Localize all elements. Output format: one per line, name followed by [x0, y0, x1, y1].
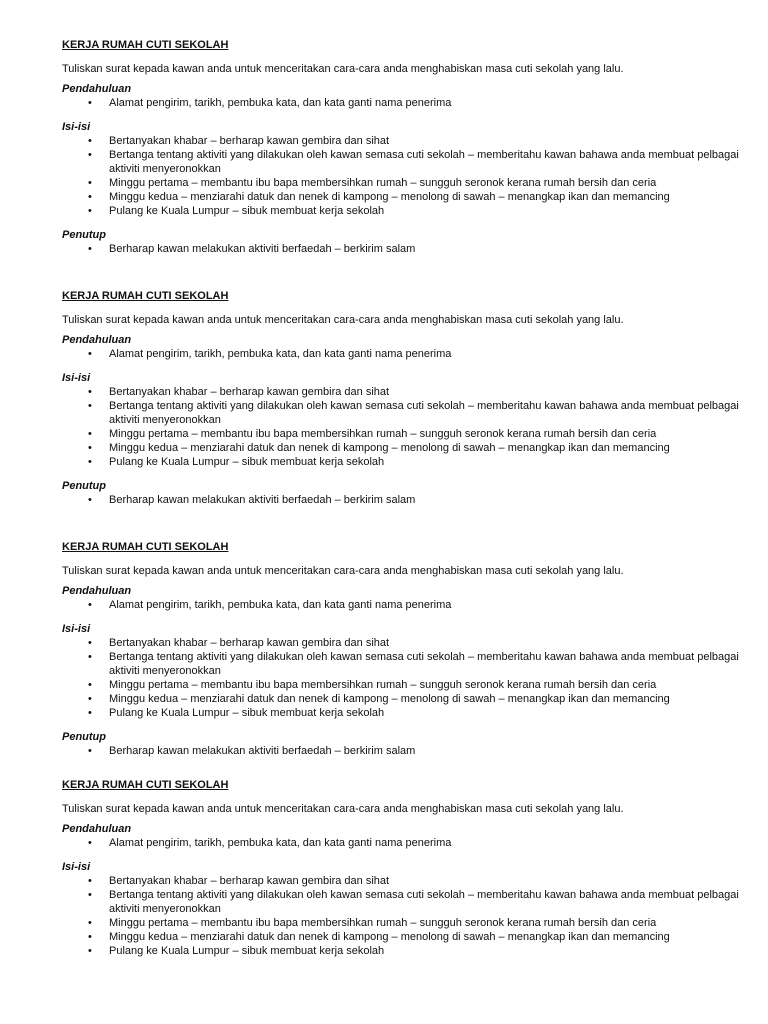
homework-copy-4: [62, 778, 742, 958]
closing-list: [62, 744, 742, 758]
homework-title: KERJA RUMAH CUTI SEKOLAH: [62, 779, 229, 791]
body-heading: Isi-isi: [62, 121, 91, 133]
closing-list: [62, 493, 742, 507]
intro-list: [62, 96, 742, 110]
list-item: • Bertanyakan khabar – berharap kawan gembira dan sihat: [62, 636, 742, 650]
list-item: • Bertanga tentang aktiviti yang dilakukan oleh kawan semasa cuti sekolah – memberitahu kawan bahawa anda membuat pelbagai aktiviti menyeronokkan: [62, 650, 742, 678]
list-item: • Berharap kawan melakukan aktiviti berfaedah – berkirim salam: [62, 242, 742, 256]
list-item: • Minggu kedua – menziarahi datuk dan nenek di kampong – menolong di sawah – menangkap ikan dan memancing: [62, 692, 742, 706]
instruction-text: Tuliskan surat kepada kawan anda untuk menceritakan cara-cara anda menghabiskan masa cuti sekolah yang lalu.: [62, 803, 624, 815]
list-item: • Minggu pertama – membantu ibu bapa membersihkan rumah – sungguh seronok kerana rumah bersih dan ceria: [62, 176, 742, 190]
list-item: • Alamat pengirim, tarikh, pembuka kata, dan kata ganti nama penerima: [62, 836, 742, 850]
list-item: • Minggu pertama – membantu ibu bapa membersihkan rumah – sungguh seronok kerana rumah bersih dan ceria: [62, 916, 742, 930]
body-list: [62, 134, 742, 218]
homework-copy-3: [62, 540, 742, 758]
list-item: • Minggu kedua – menziarahi datuk dan nenek di kampong – menolong di sawah – menangkap ikan dan memancing: [62, 441, 742, 455]
body-list: [62, 874, 742, 958]
homework-title: KERJA RUMAH CUTI SEKOLAH: [62, 290, 229, 302]
list-item: • Alamat pengirim, tarikh, pembuka kata, dan kata ganti nama penerima: [62, 598, 742, 612]
homework-copy-2: [62, 289, 742, 507]
homework-copy-1: [62, 38, 742, 256]
body-heading: Isi-isi: [62, 861, 91, 873]
list-item: • Pulang ke Kuala Lumpur – sibuk membuat kerja sekolah: [62, 455, 742, 469]
list-item: • Alamat pengirim, tarikh, pembuka kata, dan kata ganti nama penerima: [62, 347, 742, 361]
list-item: • Berharap kawan melakukan aktiviti berfaedah – berkirim salam: [62, 493, 742, 507]
list-item: • Minggu kedua – menziarahi datuk dan nenek di kampong – menolong di sawah – menangkap ikan dan memancing: [62, 930, 742, 944]
instruction-text: Tuliskan surat kepada kawan anda untuk menceritakan cara-cara anda menghabiskan masa cuti sekolah yang lalu.: [62, 565, 624, 577]
list-item: • Berharap kawan melakukan aktiviti berfaedah – berkirim salam: [62, 744, 742, 758]
list-item: • Bertanyakan khabar – berharap kawan gembira dan sihat: [62, 134, 742, 148]
list-item: • Bertanga tentang aktiviti yang dilakukan oleh kawan semasa cuti sekolah – memberitahu kawan bahawa anda membuat pelbagai aktiviti menyeronokkan: [62, 888, 742, 916]
closing-heading: Penutup: [62, 731, 106, 743]
list-item: • Minggu pertama – membantu ibu bapa membersihkan rumah – sungguh seronok kerana rumah bersih dan ceria: [62, 427, 742, 441]
instruction-text: Tuliskan surat kepada kawan anda untuk menceritakan cara-cara anda menghabiskan masa cuti sekolah yang lalu.: [62, 63, 624, 75]
intro-list: [62, 836, 742, 850]
list-item: • Bertanyakan khabar – berharap kawan gembira dan sihat: [62, 874, 742, 888]
intro-heading: Pendahuluan: [62, 823, 132, 835]
closing-heading: Penutup: [62, 229, 106, 241]
closing-heading: Penutup: [62, 480, 106, 492]
homework-title: KERJA RUMAH CUTI SEKOLAH: [62, 39, 229, 51]
list-item: • Pulang ke Kuala Lumpur – sibuk membuat kerja sekolah: [62, 706, 742, 720]
list-item: • Minggu pertama – membantu ibu bapa membersihkan rumah – sungguh seronok kerana rumah bersih dan ceria: [62, 678, 742, 692]
list-item: • Pulang ke Kuala Lumpur – sibuk membuat kerja sekolah: [62, 204, 742, 218]
list-item: • Bertanga tentang aktiviti yang dilakukan oleh kawan semasa cuti sekolah – memberitahu kawan bahawa anda membuat pelbagai aktiviti menyeronokkan: [62, 399, 742, 427]
intro-list: [62, 347, 742, 361]
intro-heading: Pendahuluan: [62, 334, 132, 346]
homework-title: KERJA RUMAH CUTI SEKOLAH: [62, 541, 229, 553]
instruction-text: Tuliskan surat kepada kawan anda untuk menceritakan cara-cara anda menghabiskan masa cuti sekolah yang lalu.: [62, 314, 624, 326]
body-heading: Isi-isi: [62, 372, 91, 384]
list-item: • Bertanga tentang aktiviti yang dilakukan oleh kawan semasa cuti sekolah – memberitahu kawan bahawa anda membuat pelbagai aktiviti menyeronokkan: [62, 148, 742, 176]
list-item: • Pulang ke Kuala Lumpur – sibuk membuat kerja sekolah: [62, 944, 742, 958]
intro-heading: Pendahuluan: [62, 585, 132, 597]
body-list: [62, 636, 742, 720]
intro-heading: Pendahuluan: [62, 83, 132, 95]
list-item: • Bertanyakan khabar – berharap kawan gembira dan sihat: [62, 385, 742, 399]
intro-list: [62, 598, 742, 612]
closing-list: [62, 242, 742, 256]
list-item: • Alamat pengirim, tarikh, pembuka kata, dan kata ganti nama penerima: [62, 96, 742, 110]
body-list: [62, 385, 742, 469]
list-item: • Minggu kedua – menziarahi datuk dan nenek di kampong – menolong di sawah – menangkap ikan dan memancing: [62, 190, 742, 204]
body-heading: Isi-isi: [62, 623, 91, 635]
